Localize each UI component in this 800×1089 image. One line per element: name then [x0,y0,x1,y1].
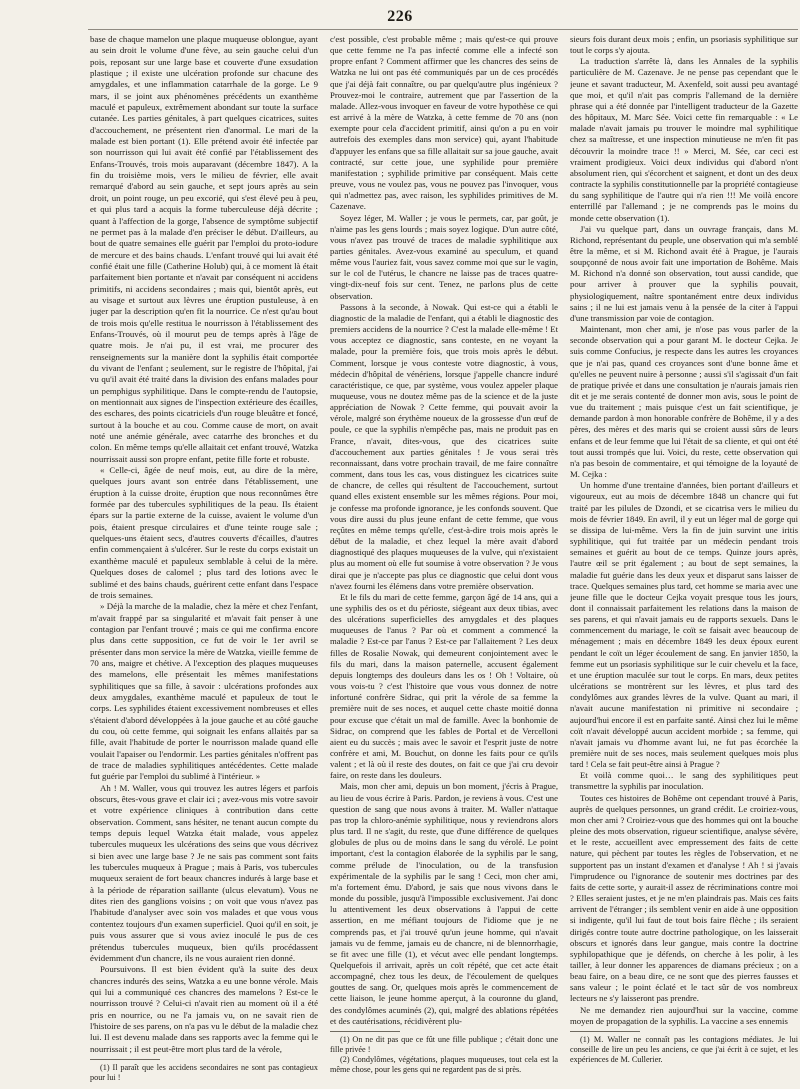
footnote: (1) M. Waller ne connaît pas les contagions médiates. Je lui conseille de lire un peu les anciens, ce que j'ai écrit à ce sujet, et les expériences de M. Cullerier. [570,1034,798,1064]
footnote: (2) Condylômes, végétations, plaques muqueuses, tout cela est la même chose, pour les gens qui ne regardent pas de si près. [330,1054,558,1074]
footnote-rule [90,1059,160,1060]
paragraph: » Déjà la marche de la maladie, chez la mère et chez l'enfant, m'avait frappé par sa singularité et m'avait fait penser à une contagion par l'enfant trouvé ; mais ce qui me confirma encore plus dans cette supposition, ce fut de voir le 1er avril se présenter dans mon service la mère de Watzka, vieille femme de 70 ans, maigre et chétive. A l'exception des plaques muqueuses des mamelons, elle présentait les mêmes manifestations syphilitiques que sa fille, à savoir : ulcérations profondes aux deux amygdales, exanthème maculé et papuleux de tout le corps. Les syphilides étaient excessivement nombreuses et elles s'étaient d'abord développées à la joue gauche et au côté gauche du cou, où cette femme, qui soignait les enfans allaités par sa fille, avait l'habitude de porter le nourrisson malade quand elle voulait l'apaiser ou l'endormir. Les parties génitales n'offrent pas de trace de maladies syphilitiques antécédentes. Cette malade fut guérie par l'emploi du sublimé à l'intérieur. » [90,601,318,782]
column-2 [330,34,558,1082]
page-number: 226 [387,8,413,25]
paragraph: Soyez léger, M. Waller ; je vous le permets, car, par goût, je n'aime pas les gens lourds ; mais soyez logique. D'un autre côté, vous n'avez pas trouvé de traces de maladie syphilitique aux parties génitales. Avez-vous examiné au speculum, et quand même vous l'auriez fait, vous savez comme moi que sur le vagin, sur le col de l'utérus, le chancre ne laisse pas de traces quatre-vingt-dix-neuf fois sur cent. Tenez, ne parlons plus de cette observation. [330,212,558,301]
footnote-rule [570,1031,640,1032]
paragraph: Poursuivons. Il est bien évident qu'à la suite des deux chancres indurés des seins, Watzka a eu une bonne vérole. Mais qui lui a communiqué ces chancres des mamelons ? Est-ce le nourrisson trouvé ? Celui-ci n'avait rien au moment où il a été pris en nourrice, ou ne l'a jamais vu, on ne savait rien de l'histoire de ses parens, on n'a pas vu le début de la maladie chez lui. Il est devenu malade dans ses rapports avec la femme qui le nourrissait ; il est peut-être mort plus tard de la vérole, [90,964,318,1054]
paragraph: Et le fils du mari de cette femme, garçon âgé de 14 ans, qui a une syphilis des os et du périoste, siégeant aux deux tibias, avec des ulcérations superficielles des amygdales et des plaques muqueuses de l'anus ? Par où et comment a commencé la maladie ? Est-ce par l'anus ? Est-ce par l'allaitement ? Les deux filles de Rosalie Nowak, qui demeurent conjointement avec le fils du mari, dans la maison paternelle, accusent également depuis longtemps des douleurs dans les os ! Oh ! Voltaire, où vous vois-tu ? c'est l'histoire que vous vous donnez de notre infortuné confrère Sidrac, qui prit la vérole de sa femme la première nuit de ses noces, et auquel cette chaste moitié donna pour excuse que c'était un mal de famille. Avec la bonhomie de Sidrac, on comprend que les fables de Portal et de Vercelloni aient eu du succès ; mais avec le savoir et l'esprit juste de notre confrère et ami, M. Bouchut, on donne les faits pour ce qu'ils valent ; et là où il reste des doutes, on fait ce que j'ai cru devoir faire, on reste dans les douleurs. [330,591,558,781]
paragraph: Maintenant, mon cher ami, je n'ose pas vous parler de la seconde observation qui a pour garant M. le docteur Cejka. Je suis comme Confucius, je respecte dans les autres les croyances que je n'ai pas, quand ces croyances sont d'une bonne âme et qu'elles ne peuvent nuire à personne ; aussi s'il s'agissait d'un fait de pratique privée et dans une consultation je n'aurais jamais rien dit et je me serais contenté de donner mon avis, sous le point de vue du traitement ; mais puisque c'est un fait scientifique, je demande pardon à mon honorable confrère de Bohême, il y a des pères, des mères et des maris qui se croient aussi sûrs de leurs enfans et de leur femme que lui l'était de sa cliente, et qui ont été tout aussi trompés que lui. Voici, du reste, cette observation qui n'a pas besoin de commentaire, et qui témoigne de la loyauté de M. Cejka : [570,324,798,480]
header-rule [88,29,798,30]
paragraph: Ah ! M. Waller, vous qui trouvez les autres légers et parfois obscurs, êtes-vous grave et clair ici ; avez-vous mis votre savoir et votre expérience cliniques à contribution dans cette observation. Comment, sans hésiter, ne tenant aucun compte du temps depuis lequel Watzka était malade, vous appelez tubercules muqueux les ulcérations des seins que vous décrivez si bien avec une large base ? Je ne sais pas comment sont faits les tubercules muqueux à Prague ; mais à Paris, vos tubercules muqueux seraient de fort beaux chancres indurés à large base et à la période de réparation saillante (ulcus elevatum). Vous ne dites rien des ganglions voisins ; on voit que vous n'avez pas l'habitude d'analyser avec soin vos malades et que vous vous contentez toujours d'un examen superficiel. Quoi qu'il en soit, je puis vous assurer que si vous aviez inoculé le pus de ces prétendus tubercules muqueux, bien qu'ils procédassent évidemment d'un chancre, ils ne vous auraient rien donné. [90,782,318,963]
footnote: (1) Il paraît que les accidens secondaires ne sont pas contagieux pour lui ! [90,1062,318,1082]
paragraph: c'est possible, c'est probable même ; mais qu'est-ce qui prouve que cette femme ne l'a pas infecté comme elle a infecté son propre enfant ? Comment affirmer que les chancres des seins de Watzka ne lui ont pas été communiqués par un de ces procédés que j'ai déjà fait connaître, ou par quelqu'autre plus ingénieux ? Prouvez-moi le contraire, autrement que par l'assertion de la malade. Allez-vous invoquer en faveur de votre hypothèse ce qui est arrivé à la mère de Watzka, à cette femme de 70 ans (non exempte pour cela d'accident primitif, ainsi qu'on a pu en voir autrefois des exemples dans mon service) qui, ayant l'habitude d'appuyer les enfans que sa fille allaitait sur sa joue gauche, avait contracté, sur cette joue, une syphilide pour première manifestation ; syphilide primitive par conséquent. Mais cette preuve, vous ne voulez pas, vous ne pouvez pas l'invoquer, vous qui n'admettez pas, avec raison, les syphilides primitives de M. Cazenave. [330,34,558,212]
paragraph: Mais, mon cher ami, depuis un bon moment, j'écris à Prague, au lieu de vous écrire à Paris. Pardon, je reviens à vous. C'est une question de sang que nous avons à traiter. M. Waller n'attaque pas trop la chloro-anémie syphilitique, nous y reviendrons alors plus tard. Il ne s'agit, du reste, que d'une différence de quelques globules de plus ou de moins dans le sang du vérolé. Le point important, c'est la contagion élaborée de la syphilis par le sang, comme prélude de l'inoculation, ou de la transfusion expérimentale de la syphilis par le sang ! Ceci, mon cher ami, m'a fortement ému. D'abord, je sais que nous vivons dans le monde du possible, jusqu'à l'impossible exclusivement. J'ai donc lu attentivement les deux observations à l'appui de cette assertion, en me méfiant toujours de l'idiome que je ne comprends pas, et j'ai trouvé qu'un jeune homme, qui n'avait jamais vu de femme, jamais eu de chancre, ni de blennorrhagie, se fit avec une fille (1), et vécut avec elle pendant longtemps. Quelquefois il arrivait, après un coït répété, que cet acte était accompagné, chez tous les deux, de l'écoulement de quelques gouttes de sang. Or, quelques mois après le commencement de cette liaison, le jeune homme aperçut, à la couronne du gland, des condylômes acuminés (2), qui, malgré des ablations répétées et des cautérisations, récidivèrent plu- [330,781,558,1026]
paragraph: Un homme d'une trentaine d'années, bien portant d'ailleurs et vigoureux, eut au mois de décembre 1848 un chancre qui fut traité par les pilules de Dzondi, et se cicatrisa vers le milieu du mois de février 1849. En avril, il y eut un léger mal de gorge qui se dissipa de lui-même. Vers la fin de juin survint une iritis syphilitique, qui fut traitée par un médecin pendant trois semaines et guérit au bout de ce temps. Quinze jours après, l'autre œil se prit également ; au bout de sept semaines, la maladie fut guérie dans les deux yeux et disparut sans laisser de trace. Quelques semaines plus tard, cet homme se maria avec une jeune fille que le docteur Cejka voyait presque tous les jours, dont il connaissait parfaitement les relations dans la maison de ses parens, et qui n'avait jamais eu de rapports sexuels. Dans le commencement du mariage, le coït se faisait avec beaucoup de ménagement ; mais en décembre 1849 les deux époux eurent pendant le coït un léger écoulement de sang. En janvier 1850, la femme eut un psoriasis syphilitique sur le cuir chevelu et la face, et une éruption maculée sur tout le corps. En mars, deux petites ulcérations se montrèrent sur les lèvres, et plus tard des condylômes aux grandes lèvres de la vulve. Quant au mari, il n'avait aucune manifestation ni primitive ni secondaire ; aujourd'hui encore il est en parfaite santé. Ainsi chez lui le même coït n'avait développé aucun accident morbide ; sa femme, qui n'avait jamais vu d'homme avant lui, ne fut pas écorchée la première nuit de ses noces, mais seulement quelques mois plus tard ! Cela se fait peut-être ainsi à Prague ? [570,480,798,770]
paragraph: « Celle-ci, âgée de neuf mois, eut, au dire de la mère, quelques jours avant son entrée dans l'établissement, une éruption à la cuisse droite, éruption que nous reconnûmes être formée par des tubercules syphilitiques de la peau. Ils étaient épars sur la partie externe de la cuisse, avaient le volume d'un pois, étaient presque circulaires et d'une teinte rouge sale ; quelques-uns étaient secs, d'autres couverts d'écailles, d'autres enfin commençaient à s'ulcérer. Sur le reste du corps existait un exanthème maculé et papuleux semblable à celui de la mère. Quelques doses de calomel ; plus tard des lotions avec le sublimé et des bains chauds, guérirent cette enfant dans l'espace de trois semaines. [90,465,318,600]
column-3 [570,34,798,1082]
paragraph: Et voilà comme quoi… le sang des syphilitiques peut transmettre la syphilis par inoculation. [570,770,798,792]
paragraph: sieurs fois durant deux mois ; enfin, un psoriasis syphilitique sur tout le corps s'y ajouta. [570,34,798,56]
paragraph: Passons à la seconde, à Nowak. Qui est-ce qui a établi le diagnostic de la maladie de l'enfant, qui a établi le diagnostic des premiers accidens de la nourrice ? C'est la malade elle-même ! Et vous acceptez ce diagnostic, sans conteste, en ne voyant la malade, pour la première fois, que trois mois après le début. Comment, lorsque je vous conteste votre diagnostic, à vous, médecin d'hôpital de vénériens, lorsque j'appelle chancre induré caractéristique, ce que, par système, vous voulez appeler plaque muqueuse, vous ne doutez même pas de la science et de la juste appréciation de Nowak ? Cette femme, qui pouvait avoir la vérole, malgré son érythème noueux de la grossesse d'un œuf de poule, ce que la syphilis n'empêche pas, mais ne produit pas en France, n'avait, dites-vous, que des cicatrices suite d'accouchement aux parties génitales ! Je vous serai très reconnaissant, dans votre prochain travail, de me faire connaître comment, dans tous les cas, vous distinguez les cicatrices suite de chancre, de celles qui résultent de l'accouchement, surtout quand elles existent ensemble sur les mêmes régions. Pour moi, je confesse ma profonde ignorance, je les confonds souvent. Que vous dire aussi du plus jeune enfant de cette femme, que vous reçûtes en même temps qu'elle, c'est-à-dire trois mois après le début de la maladie, et chez lequel la mère avait d'abord diagnostiqué des plaques muqueuses de la vulve, qui n'existaient plus au moment où elle fut soumise à votre observation ? Je vous dirai que je n'accepte pas plus ce diagnostic que celui dont vous n'avez fourni les élémens dans votre première observation. [330,301,558,591]
column-1 [90,34,318,1082]
paragraph: Ne me demandez rien aujourd'hui sur la vaccine, comme moyen de propagation de la syphilis. La vaccine a ses ennemis [570,1004,798,1026]
paragraph: base de chaque mamelon une plaque muqueuse oblongue, ayant au sein droit le volume d'une fève, au sein gauche celui d'un pois, reposant sur une large base et couverte d'une exsudation plastique ; il existe une ulcération profonde sur chacune des amygdales, et une inflammation catarrhale de la gorge. Le 9 mars, il se joint aux phénomènes précédents un exanthème maculé et papuleux, extrêmement abondant sur toute la surface cutanée. Les parties génitales, à part quelques cicatrices, suites d'accouchement, ne présentent rien d'anormal. Le mari de la malade est bien portant (1). Elle prétend avoir été infectée par son nourrisson qui lui avait été confié par l'établissement des Enfans-Trouvés, trois mois auparavant (décembre 1847). A la fin du troisième mois, vers le milieu de février, elle avait remarqué d'abord au sein gauche, et sept jours après au sein droit, un point rouge, un peu excorié, qui s'est élevé peu à peu, et qui plus tard a acquis la forme tuberculeuse déjà décrite ; quant à l'affection de la gorge, l'absence de symptôme subjectif ne permet pas à la malade d'en préciser le début. D'ailleurs, au bout de quatre semaines elle guérit par l'emploi du proto-iodure de mercure et des bains chauds. L'enfant trouvé qui lui avait été confié était une fille (Catherine Holub) qui, à ce moment là était parfaitement bien portante et n'avait par conséquent ni accidens primitifs, ni accidens secondaires ; mais qui, bientôt après, eut au visage et surtout aux lèvres une éruption pustuleuse, à en juger par la description qu'en fit la nourrice. Ce n'est qu'au bout de trois mois qu'elle restitua le nourrisson à l'établissement des Enfans-Trouvés, où il mourut peu de temps après à l'âge de quatre mois. Je n'ai pu, il est vrai, me procurer des renseignements sur la manière dont la syphilis était comportée du vivant de l'enfant ; seulement, sur le registre de l'hôpital, j'ai vu qu'il avait été traité dans la division des enfans malades pour un pemphigus syphilitique. Dans le compte-rendu de l'autopsie, on mentionnait aux signes de l'inspection extérieure des écailles, des eschares, des points cicatriciels d'un rouge bleuâtre et foncé, surtout à la bouche et au cou. Comme cause de mort, on avait noté une anémie générale, avec catarrhe des bronches et du colon. En même temps qu'elle allaitait cet enfant trouvé, Watzka nourrissait aussi son propre enfant, petite fille forte et robuste. [90,34,318,464]
paragraph: J'ai vu quelque part, dans un ouvrage français, dans M. Richond, représentant du peuple, une observation qui m'a semblé être la même, et si M. Richond avait été à Prague, je l'aurais soupçonné de nous avoir fait une importation de Bohême. Mais M. Richond n'a donné son observation, tout aussi candide, que pour arriver à prouver que la syphilis pouvait, physiologiquement, naître spontanément entre deux individus sains ; il ne lui est jamais venu à la pensée de la citer à l'appui d'une transmission par voie de contagion. [570,223,798,323]
footnote: (1) On ne dit pas que ce fût une fille publique ; c'était donc une fille privée ! [330,1034,558,1054]
paragraph: Toutes ces histoires de Bohême ont cependant trouvé à Paris, auprès de quelques personnes, un grand crédit. Le croiriez-vous, mon cher ami ? Croiriez-vous que des hommes qui ont la bouche pleine des mots observation, rigueur scientifique, analyse sévère, et le reste, accueillent avec empressement des faits de cette nature, qui pèchent par toutes les règles de l'observation, et ne supportent pas un instant d'examen et d'analyse ! Ah ! si j'avais l'imprudence ou l'ignorance de soutenir mes doctrines par des faits de cette sorte, y aurait-il assez de récriminations contre moi ? Elles seraient justes, et je ne m'en plaindrais pas. Mais ces faits arrivent de l'étranger ; ils semblent venir en aide à une opposition si indigente, qu'il lui faut de tout bois faire flèche ; ils seraient dirigés contre toute autre doctrine pathologique, on les laisserait obscurs et ignorés dans leur gangue, mais contre la doctrine syphilopathique que je défends, on cherche à les polir, à les tailler, à leur donner les apparences de diamans précieux ; on a beau faire, on a beau dire, ce ne sont que des pierres fausses et sans valeur ; le point éclaté et le tact sûr de vos nombreux lecteurs ne s'y laisseront pas prendre. [570,792,798,1004]
paragraph: La traduction s'arrête là, dans les Annales de la syphilis particulière de M. Cazenave. Je ne pense pas cependant que le jeune et savant traducteur, M. Axenfeld, soit aussi peu avantagé que moi, et qu'il n'ait pas compris l'allemand de la dernière phrase qui a été donnée par l'intelligent traducteur de la Gazette des hôpitaux, M. Marc Sée. Voici cette fin remarquable : « Le malade n'avait jamais pu trouver le moindre mal syphilitique chez sa maîtresse, et une inspection minutieuse ne m'en fit pas découvrir la moindre trace !! » Merci, M. Sée, car ceci est vraiment prodigieux. Voici deux individus qui d'abord n'ont absolument rien, qui s'écorchent et saignent, et dont un des deux contracte la syphilis constitutionnelle par la propriété contagieuse du sang syphilitique de l'autre qui n'a rien !!! Me voilà encore enterrillé par l'allemand ; je ne comprends pas le moins du monde cette observation (1). [570,56,798,223]
footnote-rule [330,1031,400,1032]
